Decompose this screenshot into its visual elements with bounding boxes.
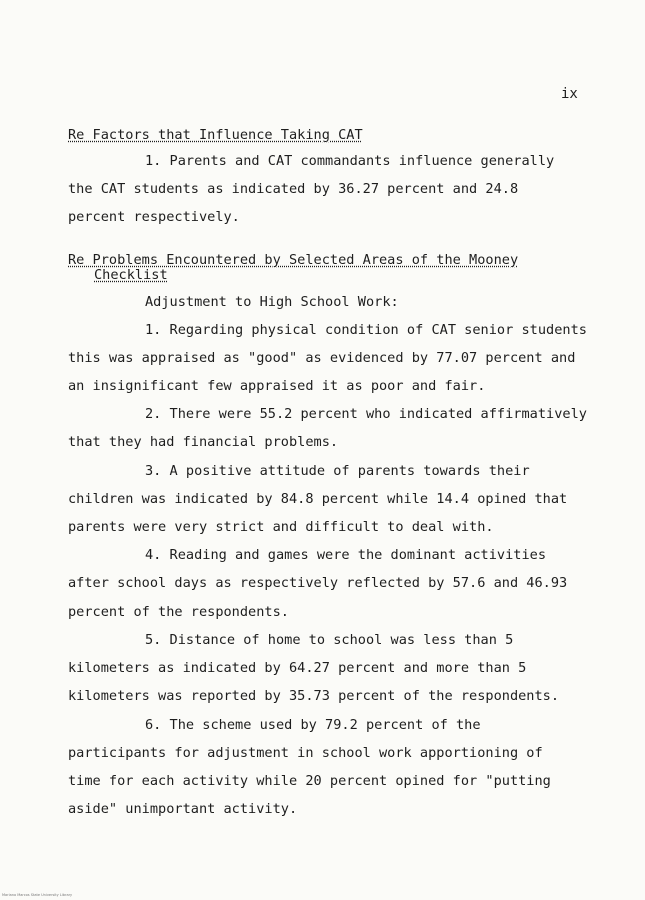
paragraph-line: this was appraised as "good" as evidenced by 77.07 percent and bbox=[68, 350, 576, 366]
paragraph-line: the CAT students as indicated by 36.27 percent and 24.8 bbox=[68, 181, 519, 197]
section-heading-problems-cont: Checklist bbox=[94, 267, 168, 283]
paragraph-line: time for each activity while 20 percent opined for "putting bbox=[68, 773, 551, 789]
subheading-adjustment: Adjustment to High School Work: bbox=[145, 294, 399, 310]
paragraph-line: percent of the respondents. bbox=[68, 604, 289, 620]
section-heading-factors: Re Factors that Influence Taking CAT bbox=[68, 127, 363, 143]
paragraph-line: that they had financial problems. bbox=[68, 434, 339, 450]
page-number: ix bbox=[561, 86, 578, 102]
paragraph-line: participants for adjustment in school work apportioning of bbox=[68, 745, 543, 761]
section-heading-problems: Re Problems Encountered by Selected Areas of the Mooney bbox=[68, 252, 519, 268]
paragraph-line: 4. Reading and games were the dominant activities bbox=[145, 547, 547, 563]
paragraph-line: 6. The scheme used by 79.2 percent of the bbox=[145, 717, 481, 733]
paragraph-line: parents were very strict and difficult to deal with. bbox=[68, 519, 494, 535]
paragraph-line: percent respectively. bbox=[68, 209, 240, 225]
paragraph-line: children was indicated by 84.8 percent while 14.4 opined that bbox=[68, 491, 568, 507]
paragraph-line: after school days as respectively reflected by 57.6 and 46.93 bbox=[68, 575, 568, 591]
paragraph-line: 1. Regarding physical condition of CAT senior students bbox=[145, 322, 587, 338]
paragraph-line: 1. Parents and CAT commandants influence generally bbox=[145, 153, 555, 169]
paragraph-line: kilometers was reported by 35.73 percent of the respondents. bbox=[68, 688, 560, 704]
paragraph-line: kilometers as indicated by 64.27 percent and more than 5 bbox=[68, 660, 527, 676]
paragraph-line: 2. There were 55.2 percent who indicated affirmatively bbox=[145, 406, 587, 422]
paragraph-line: 5. Distance of home to school was less than 5 bbox=[145, 632, 514, 648]
footer-scan-label: Mariano Marcos State University Library bbox=[2, 893, 73, 897]
paragraph-line: an insignificant few appraised it as poor and fair. bbox=[68, 378, 486, 394]
paragraph-line: aside" unimportant activity. bbox=[68, 801, 298, 817]
paragraph-line: 3. A positive attitude of parents towards their bbox=[145, 463, 530, 479]
